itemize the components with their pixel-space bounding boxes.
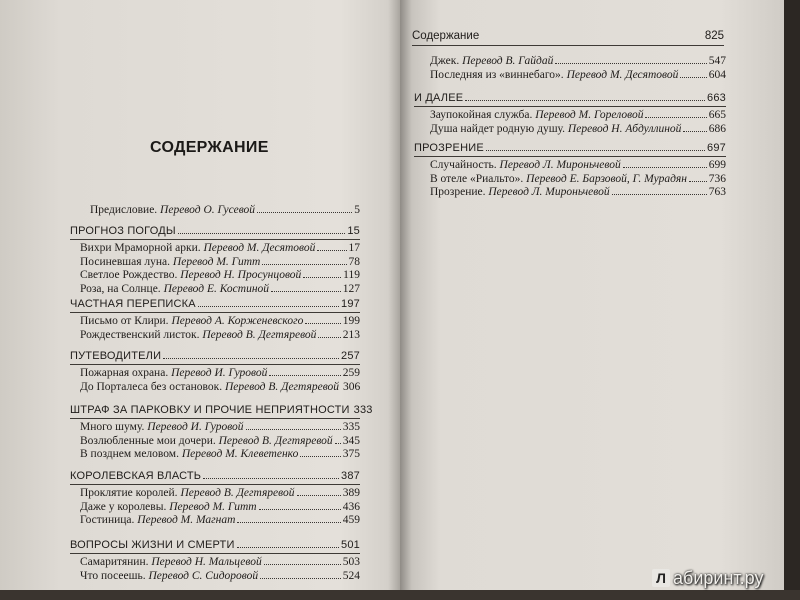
toc-entry-translator: Перевод Л. Мироньчевой <box>499 159 621 171</box>
toc-section-right-2-label: ПРОЗРЕНИЕ <box>414 142 484 154</box>
toc-section-1-leader <box>178 224 346 234</box>
toc-section-right-2-page: 697 <box>707 142 726 154</box>
toc-entry-leader <box>262 255 346 265</box>
toc-entry-label: Рождественский листок. Перевод В. Дегтяревой <box>80 328 317 341</box>
toc-entry-leader <box>303 268 341 278</box>
toc-section-2-label: ЧАСТНАЯ ПЕРЕПИСКА <box>70 298 196 310</box>
toc-entry-preface-leader <box>257 203 352 213</box>
toc-entry <box>80 328 360 342</box>
toc-section-2 <box>70 297 360 311</box>
toc-entry-leader <box>297 486 341 496</box>
toc-entry <box>430 122 726 136</box>
toc-section-right-2 <box>414 141 726 155</box>
toc-entry-label: Душа найдет родную душу. Перевод Н. Абдуллиной <box>430 122 682 135</box>
toc-section-6-page: 501 <box>341 539 360 551</box>
toc-title: СОДЕРЖАНИЕ <box>150 139 269 156</box>
toc-entry-label: Роза, на Солнце. Перевод Е. Костиной <box>80 282 270 295</box>
toc-entry-translator: Перевод В. Дегтяревой <box>218 434 333 447</box>
toc-entry <box>430 54 726 68</box>
toc-entry-label: Гостиница. Перевод М. Магнат <box>80 514 236 527</box>
toc-entry-leader <box>689 172 707 182</box>
toc-entry-label: До Порталеса без остановок. Перевод В. Дегтяревой <box>80 380 340 393</box>
toc-entry-leader <box>335 434 341 444</box>
toc-entry-translator: Перевод М. Клеветенко <box>181 448 299 461</box>
watermark-text: абиринт.ру <box>673 567 764 588</box>
toc-entry-translator: Перевод И. Гуровой <box>147 421 244 433</box>
book-edge <box>784 0 800 600</box>
toc-entry <box>80 569 360 583</box>
toc-entry-label: Последняя из «виннебаго». Перевод М. Десятовой <box>430 69 679 81</box>
toc-entry-translator: Перевод М. Гореловой <box>535 109 644 121</box>
toc-entry-translator: Перевод Е. Костиной <box>163 282 270 295</box>
book-bottom-edge <box>0 590 800 600</box>
toc-entry-label: Возлюбленные мои дочери. Перевод В. Дегтяревой <box>80 434 333 447</box>
toc-section-4-label: ШТРАФ ЗА ПАРКОВКУ И ПРОЧИЕ НЕПРИЯТНОСТИ <box>70 404 350 416</box>
toc-section-1 <box>70 224 360 238</box>
toc-entry-leader <box>645 108 706 118</box>
toc-section-3-leader <box>163 349 339 359</box>
toc-entry-label: В позднем меловом. Перевод М. Клеветенко <box>80 448 299 461</box>
toc-entry-translator: Перевод М. Гитт <box>172 255 261 268</box>
toc-entry-translator: Перевод В. Дегтяревой <box>180 487 295 499</box>
toc-entry-leader <box>300 447 340 457</box>
toc-section-2-page: 197 <box>341 298 360 310</box>
toc-entry-leader <box>271 282 341 292</box>
toc-entry-label: Самаритянин. Перевод Н. Мальцевой <box>80 556 262 568</box>
toc-entry-preface-translator: Перевод О. Гусевой <box>160 204 256 216</box>
right-page <box>400 0 784 600</box>
toc-entry <box>80 500 360 514</box>
toc-entry-page: 503 <box>342 556 360 568</box>
toc-entry <box>80 255 360 269</box>
toc-entry <box>80 241 360 255</box>
toc-entry <box>80 380 360 394</box>
toc-entry-page: 119 <box>343 269 360 282</box>
page-number: 825 <box>704 30 724 42</box>
toc-entry-page: 436 <box>342 500 360 513</box>
toc-section-right-1 <box>414 91 726 105</box>
toc-entry <box>80 420 360 434</box>
toc-entry-translator: Перевод М. Гитт <box>169 500 257 513</box>
toc-entry-label: Пожарная охрана. Перевод И. Гуровой <box>80 367 268 379</box>
toc-entry-page: 686 <box>708 122 726 135</box>
toc-entry-label: В отеле «Риальто». Перевод Е. Барзовой, Г. Мурадян <box>430 172 687 185</box>
section-divider <box>414 106 726 107</box>
toc-entry-label: Светлое Рождество. Перевод Н. Просунцовой <box>80 269 302 282</box>
section-divider <box>70 312 360 313</box>
toc-entry-page: 306 <box>343 380 361 393</box>
toc-entry-leader <box>246 420 341 430</box>
toc-entry-label: Заупокойная служба. Перевод М. Гореловой <box>430 109 644 121</box>
toc-section-right-1-leader <box>465 91 705 101</box>
toc-entry-translator: Перевод М. Магнат <box>137 514 236 527</box>
toc-entry-page: 259 <box>342 367 360 379</box>
toc-entry-page: 524 <box>342 569 360 582</box>
toc-entry-translator: Перевод М. Десятовой <box>566 69 679 81</box>
toc-entry-leader <box>259 500 341 510</box>
labirint-watermark <box>652 566 792 590</box>
toc-entry-translator: Перевод М. Десятовой <box>203 242 316 254</box>
toc-section-right-1-label: И ДАЛЕЕ <box>414 92 464 104</box>
toc-section-4 <box>70 403 373 417</box>
toc-entry-preface-page: 5 <box>354 204 360 216</box>
toc-entry-page: 389 <box>342 487 360 499</box>
toc-entry-page: 199 <box>342 315 360 327</box>
section-divider <box>70 553 360 554</box>
toc-entry-label: Много шуму. Перевод И. Гуровой <box>80 421 244 433</box>
toc-entry-translator: Перевод В. Гайдай <box>462 55 554 67</box>
running-header <box>412 29 724 46</box>
toc-entry-leader <box>683 122 706 132</box>
labirint-logo-icon: Л <box>652 569 670 587</box>
toc-entry-translator: Перевод В. Дегтяревой <box>224 380 340 393</box>
toc-entry-translator: Перевод Н. Просунцовой <box>180 269 302 282</box>
toc-section-3-page: 257 <box>341 350 360 362</box>
toc-section-6-label: ВОПРОСЫ ЖИЗНИ И СМЕРТИ <box>70 539 235 551</box>
section-divider <box>70 418 360 419</box>
toc-entry-leader <box>264 555 341 565</box>
toc-entry <box>80 486 360 500</box>
toc-entry-page: 459 <box>342 514 360 527</box>
toc-section-5-label: КОРОЛЕВСКАЯ ВЛАСТЬ <box>70 470 202 482</box>
toc-entry <box>80 447 360 461</box>
toc-section-right-1-page: 663 <box>707 92 726 104</box>
toc-entry <box>430 172 726 186</box>
section-divider <box>70 484 360 485</box>
toc-entry-page: 763 <box>708 186 726 199</box>
toc-entry <box>80 366 360 380</box>
toc-entry-translator: Перевод Л. Мироньчевой <box>488 186 610 199</box>
toc-entry <box>80 513 360 527</box>
toc-entry-page: 127 <box>342 282 360 295</box>
running-header-title: Содержание <box>412 30 480 42</box>
toc-entry-page: 213 <box>342 328 360 341</box>
section-divider <box>70 239 360 240</box>
toc-entry <box>80 555 360 569</box>
toc-entry-page: 78 <box>348 255 360 268</box>
toc-entry-page: 736 <box>708 172 726 185</box>
toc-entry-translator: Перевод Н. Абдуллиной <box>567 122 682 135</box>
toc-entry-leader <box>623 158 707 168</box>
toc-entry-label: Прозрение. Перевод Л. Мироньчевой <box>430 186 610 199</box>
toc-entry <box>430 108 726 122</box>
toc-entry <box>80 314 360 328</box>
toc-entry-page: 345 <box>342 434 360 447</box>
toc-section-4-page: 333 <box>353 404 373 416</box>
toc-section-right-2-leader <box>486 141 705 151</box>
toc-entry-translator: Перевод И. Гуровой <box>171 367 268 379</box>
toc-entry-leader <box>612 185 707 195</box>
toc-entry-translator: Перевод Н. Мальцевой <box>151 556 262 568</box>
toc-section-5-leader <box>203 469 339 479</box>
toc-section-5 <box>70 469 360 483</box>
toc-entry <box>430 185 726 199</box>
toc-entry-leader <box>555 54 706 64</box>
toc-entry-page: 699 <box>708 159 726 171</box>
toc-entry-label: Проклятие королей. Перевод В. Дегтяревой <box>80 487 295 499</box>
toc-entry-page: 604 <box>708 69 726 81</box>
toc-section-3-label: ПУТЕВОДИТЕЛИ <box>70 350 162 362</box>
toc-section-1-label: ПРОГНОЗ ПОГОДЫ <box>70 225 176 237</box>
toc-entry-translator: Перевод В. Дегтяревой <box>202 328 317 341</box>
toc-entry-leader <box>305 314 340 324</box>
toc-entry-preface <box>90 203 360 217</box>
toc-entry-leader <box>260 569 341 579</box>
toc-section-3 <box>70 349 360 363</box>
toc-section-1-page: 15 <box>347 225 360 237</box>
toc-entry-leader <box>317 241 346 251</box>
toc-entry <box>80 434 360 448</box>
toc-section-6-leader <box>237 538 339 548</box>
toc-section-5-page: 387 <box>341 470 360 482</box>
toc-entry-leader <box>318 328 340 338</box>
toc-entry-translator: Перевод С. Сидоровой <box>148 569 259 582</box>
toc-entry-page: 335 <box>342 421 360 433</box>
section-divider <box>70 364 360 365</box>
toc-entry-translator: Перевод Е. Барзовой, Г. Мурадян <box>526 172 687 185</box>
toc-entry-label: Случайность. Перевод Л. Мироньчевой <box>430 159 621 171</box>
toc-entry <box>430 68 726 82</box>
toc-entry-label: Что посеешь. Перевод С. Сидоровой <box>80 569 259 582</box>
toc-entry <box>80 282 360 296</box>
toc-entry-leader <box>237 513 340 523</box>
toc-section-6 <box>70 538 360 552</box>
toc-entry-page: 375 <box>342 448 360 461</box>
toc-entry-preface-label: Предисловие. Перевод О. Гусевой <box>90 204 256 216</box>
section-divider <box>414 156 726 157</box>
toc-entry-page: 547 <box>708 55 726 67</box>
toc-entry-label: Вихри Мраморной арки. Перевод М. Десятовой <box>80 242 316 254</box>
toc-section-2-leader <box>198 297 339 307</box>
toc-entry-leader <box>680 68 706 78</box>
toc-entry-label: Джек. Перевод В. Гайдай <box>430 55 554 67</box>
toc-entry-page: 17 <box>348 242 360 254</box>
toc-entry <box>430 158 726 172</box>
toc-entry-translator: Перевод А. Корженевского <box>171 315 304 327</box>
toc-entry-page: 665 <box>708 109 726 121</box>
toc-entry <box>80 268 360 282</box>
toc-entry-label: Даже у королевы. Перевод М. Гитт <box>80 500 257 513</box>
toc-entry-leader <box>269 366 340 376</box>
toc-entry-label: Письмо от Клири. Перевод А. Корженевского <box>80 315 304 327</box>
toc-entry-label: Посиневшая луна. Перевод М. Гитт <box>80 255 261 268</box>
